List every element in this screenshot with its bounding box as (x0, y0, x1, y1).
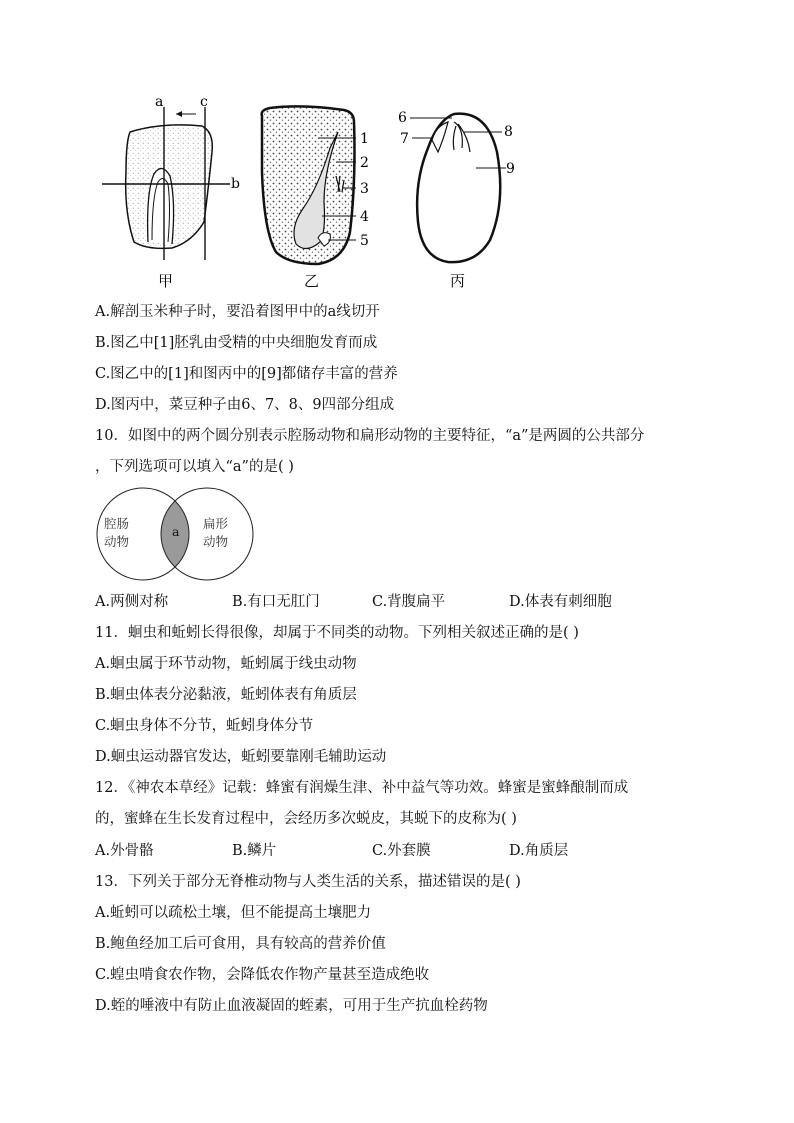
label-3: 3 (360, 181, 369, 197)
caption-jia: 甲 (158, 272, 174, 290)
label-4: 4 (360, 209, 369, 225)
q9-option-a: A.解剖玉米种子时，要沿着图甲中的a线切开 (95, 304, 380, 320)
q10-stem-line1: 10．如图中的两个圆分别表示腔肠动物和扁形动物的主要特征，“a”是两圆的公共部分 (95, 428, 645, 444)
q12-option-b: B.鳞片 (232, 843, 277, 859)
q11-option-c: C.蛔虫身体不分节，蚯蚓身体分节 (95, 718, 314, 734)
venn-center-label: a (172, 524, 180, 539)
seed-structure-figure (92, 92, 532, 292)
label-9: 9 (506, 161, 515, 177)
venn-diagram (95, 486, 255, 584)
q11-option-b: B.蛔虫体表分泌黏液，蚯蚓体表有角质层 (95, 687, 357, 703)
label-1: 1 (360, 131, 369, 147)
label-6: 6 (398, 110, 407, 126)
q10-option-c: C.背腹扁平 (372, 594, 446, 610)
q9-option-d: D.图丙中，菜豆种子由6、7、8、9四部分组成 (95, 397, 395, 413)
q9-option-c: C.图乙中的[1]和图丙中的[9]都储存丰富的营养 (95, 366, 398, 382)
label-8: 8 (504, 124, 513, 140)
q13-stem: 13．下列关于部分无脊椎动物与人类生活的关系，描述错误的是( ) (95, 874, 521, 890)
label-7: 7 (400, 131, 409, 147)
q13-option-d: D.蛭的唾液中有防止血液凝固的蛭素，可用于生产抗血栓药物 (95, 998, 488, 1014)
label-a: a (155, 94, 164, 110)
q9-option-b: B.图乙中[1]胚乳由受精的中央细胞发育而成 (95, 335, 378, 351)
q12-stem-line2: 的，蜜蜂在生长发育过程中，会经历多次蜕皮，其蜕下的皮称为( ) (95, 811, 517, 827)
q10-option-a: A.两侧对称 (95, 594, 169, 610)
bean-seed-drawing-bing (398, 110, 515, 290)
q10-option-d: D.体表有刺细胞 (509, 594, 612, 610)
caption-bing: 丙 (450, 272, 466, 290)
corn-section-drawing-yi (262, 106, 369, 290)
q11-stem: 11．蛔虫和蚯蚓长得很像，却属于不同类的动物。下列相关叙述正确的是( ) (95, 625, 579, 641)
q10-stem-line2: ，下列选项可以填入“a”的是( ) (95, 459, 294, 475)
q11-option-d: D.蛔虫运动器官发达，蚯蚓要靠刚毛辅助运动 (95, 749, 387, 765)
venn-right-label-1: 扁形 (203, 516, 229, 531)
venn-left-label-1: 腔肠 (104, 516, 130, 531)
label-c: c (200, 94, 208, 110)
label-2: 2 (360, 155, 369, 171)
label-b: b (231, 176, 240, 192)
q12-option-c: C.外套膜 (372, 843, 431, 859)
q13-option-b: B.鲍鱼经加工后可食用，具有较高的营养价值 (95, 936, 386, 952)
venn-left-label-2: 动物 (104, 534, 130, 549)
venn-right-label-2: 动物 (203, 534, 229, 549)
label-5: 5 (360, 233, 369, 249)
q12-option-d: D.角质层 (509, 843, 569, 859)
corn-kernel-drawing-jia (102, 94, 240, 290)
q13-option-a: A.蚯蚓可以疏松土壤，但不能提高土壤肥力 (95, 905, 372, 921)
q12-stem-line1: 12．《神农本草经》记载：蜂蜜有润燥生津、补中益气等功效。蜂蜜是蜜蜂酿制而成 (95, 780, 629, 796)
q12-option-a: A.外骨骼 (95, 843, 154, 859)
q10-option-b: B.有口无肛门 (232, 594, 320, 610)
q11-option-a: A.蛔虫属于环节动物，蚯蚓属于线虫动物 (95, 656, 357, 672)
q13-option-c: C.蝗虫啃食农作物，会降低农作物产量甚至造成绝收 (95, 967, 430, 983)
caption-yi: 乙 (304, 272, 320, 290)
